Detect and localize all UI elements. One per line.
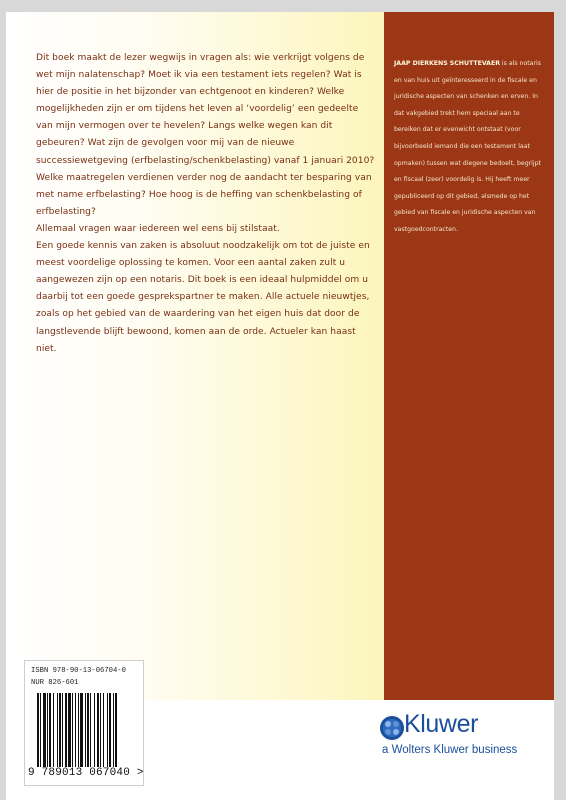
blurb-paragraph-2: Allemaal vragen waar iedereen wel eens bij stilstaat. <box>36 223 280 234</box>
isbn-label: ISBN 978-90-13-06704-0 <box>31 667 126 675</box>
barcode-digits: 9 789013 067040 > <box>28 767 144 779</box>
barcode-box <box>24 660 144 786</box>
blurb-paragraph-1: Dit boek maakt de lezer wegwijs in vragen als: wie verkrijgt volgens de wet mijn nalatenschap? Moet ik via een testament iets regelen? Wat is hier de positie in het bijzonder van echtgenoot en kinderen? Welke mogelijkheden zijn er om tijdens het leven al ‘voordelig’ een gedeelte van mijn vermogen over te hevelen? Langs welke wegen kan dit gebeuren? Wat zijn de gevolgen voor mij van de nieuwe successiewetgeving (erfbelasting/schenkbelasting) vanaf 1 januari 2010? Welke maatregelen verdienen verder nog de aandacht ter besparing van met name erfbelasting? Hoe hoog is de heffing van schenkbelasting of erfbelasting? <box>36 53 375 217</box>
publisher-tagline: a Wolters Kluwer business <box>382 744 518 756</box>
publisher-logo <box>372 708 552 780</box>
author-name: JAAP DIERKENS SCHUTTEVAER <box>394 60 500 67</box>
author-bio-text: is als notaris en van huis uit geïnteresseerd in de fiscale en juridische aspecten van schenken en erven. In dat vakgebied trekt hem speciaal aan te bereiken dat er evenwicht ontstaat (voor bijvoorbeeld iemand die een testament laat opmaken) tussen wat diegene bedoelt, begrijpt en fiscaal (zeer) voordelig is. Hij heeft meer gepubliceerd op dit gebied, alsmede op het gebied van fiscale en juridische aspecten van vastgoedcontracten. <box>394 60 541 233</box>
publisher-name: Kluwer <box>404 710 479 738</box>
nur-label: NUR 826-601 <box>31 679 79 687</box>
author-bio <box>394 56 546 239</box>
blurb-text <box>36 50 376 358</box>
kluwer-logo-icon <box>378 714 406 742</box>
blurb-paragraph-3: Een goede kennis van zaken is absoluut noodzakelijk om tot de juiste en meest voordelige oplossing te komen. Voor een aantal zaken zult u aangewezen zijn op een notaris. Dit boek is een ideaal hulpmiddel om u daarbij tot een goede gesprekspartner te maken. Alle actuele nieuwtjes, zoals op het gebied van de waardering van het eigen huis dat door de langstlevende blijft bewoond, komen aan de orde. Actueler kan haast niet. <box>36 241 370 354</box>
barcode-image <box>37 693 135 767</box>
